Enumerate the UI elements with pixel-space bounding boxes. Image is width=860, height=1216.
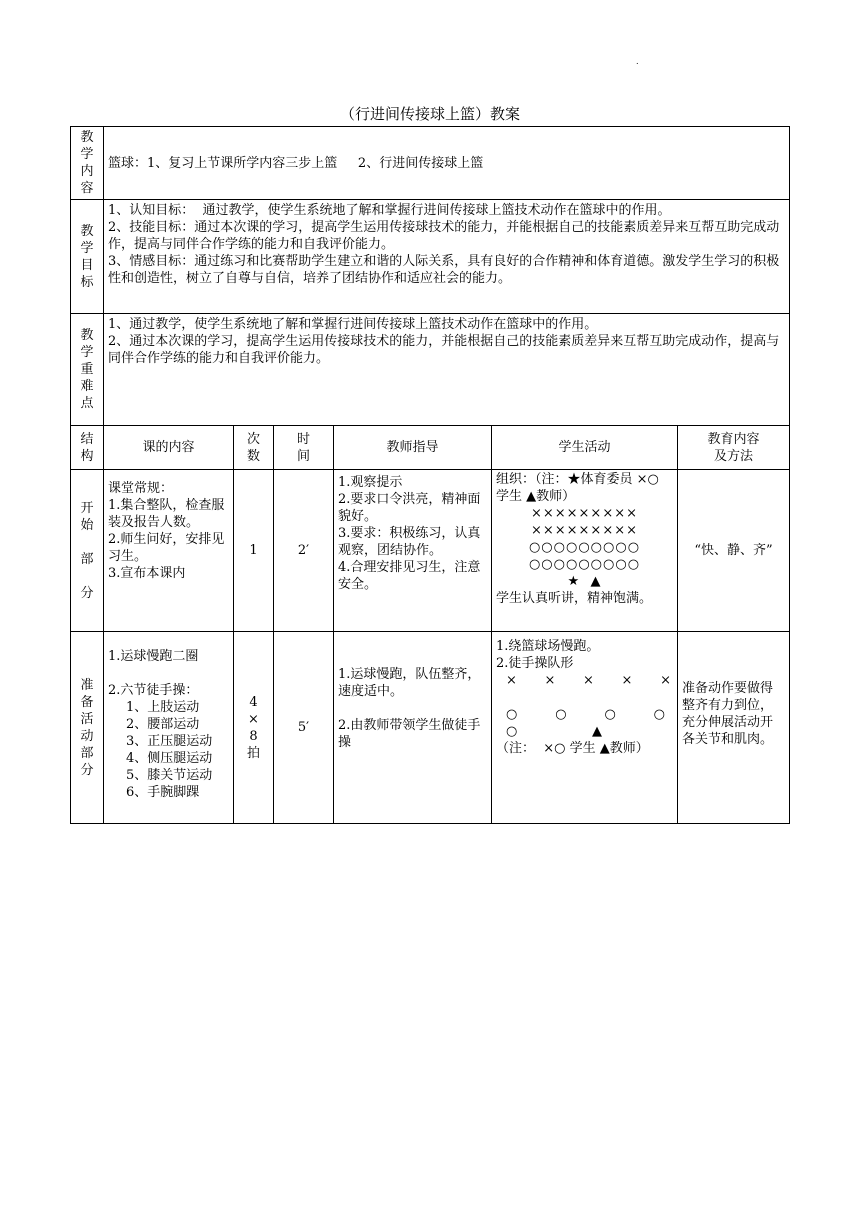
- warmup-method: 准备动作要做得整齐有力到位，充分伸展活动开各关节和肌肉。: [678, 632, 790, 824]
- header-student: 学生活动: [492, 426, 678, 470]
- row-start-section: [71, 470, 790, 632]
- label-key-points: 教 学 重 难 点: [71, 314, 104, 426]
- warmup-teacher-guidance: 1.运球慢跑，队伍整齐，速度适中。 2.由教师带领学生做徒手操: [334, 632, 492, 824]
- start-student-activity: 组织：（注：★体育委员 ×○ 学生 ▲教师） ××××××××× ××××××××× ○○○○○○○○○ ○○○○○○○○○ ★ ▲ 学生认真听讲，精神饱满。: [492, 470, 678, 632]
- table-header-row: [71, 426, 790, 470]
- label-warmup-section: 准 备 活 动 部 分: [71, 632, 104, 824]
- warmup-content: 1.运球慢跑二圈 2.六节徒手操： 1、上肢运动 2、腰部运动 3、正压腿运动 4、侧压腿运动 5、膝关节运动 6、手腕脚踝: [104, 632, 234, 824]
- key-points-text: [104, 314, 790, 426]
- teacher-marker: ▲: [592, 724, 602, 739]
- start-method: “快、静、齐”: [678, 470, 790, 632]
- corner-mark: .: [636, 57, 639, 66]
- warmup-duration: 5′: [274, 632, 334, 824]
- start-times: 1: [234, 470, 274, 632]
- label-start-section: 开 始 部 分: [71, 470, 104, 632]
- row-key-points: [71, 314, 790, 426]
- row-teaching-content: [71, 127, 790, 200]
- key-point-2: 2、通过本次课的学习，提高学生运用传接球技术的能力，并能根据自己的技能素质差异来互帮互助完成动作，提高与同伴合作学练的能力和自我评价能力。: [108, 334, 780, 366]
- teaching-goals-text: [104, 200, 790, 314]
- header-duration: 时 间: [274, 426, 334, 470]
- header-teacher: 教师指导: [334, 426, 492, 470]
- label-teaching-goals: 教 学 目 标: [71, 200, 104, 314]
- label-teaching-content: 教 学 内 容: [71, 127, 104, 200]
- start-duration: 2′: [274, 470, 334, 632]
- page-title: （行进间传接球上篮）教案: [339, 105, 520, 123]
- goal-cognitive: 1、认知目标： 通过教学，使学生系统地了解和掌握行进间传接球上篮技术动作在篮球中的作用。: [108, 203, 671, 218]
- warmup-student-activity: 1.绕篮球场慢跑。 2.徒手操队形 × × × × × ○ ○ ○ ○ ○ ▲ （注： ×○ 学生 ▲教师）: [492, 632, 678, 824]
- key-point-1: 1、通过教学，使学生系统地了解和掌握行进间传接球上篮技术动作在篮球中的作用。: [108, 317, 598, 332]
- lesson-plan-table: [70, 126, 790, 824]
- start-content: 课堂常规： 1.集合整队，检查服装及报告人数。 2.师生问好，安排见习生。 3.宣布本课内: [104, 470, 234, 632]
- row-teaching-goals: [71, 200, 790, 314]
- goal-affective: 3、情感目标：通过练习和比赛帮助学生建立和谐的人际关系，具有良好的合作精神和体育道德。激发学生学习的积极性和创造性，树立了自尊与自信，培养了团结协作和适应社会的能力。: [108, 254, 780, 286]
- goal-skill: 2、技能目标：通过本次课的学习，提高学生运用传接球技术的能力，并能根据自己的技能素质差异来互帮互助完成动作，提高与同伴合作学练的能力和自我评价能力。: [108, 220, 780, 252]
- teaching-content-text: 篮球：1、复习上节课所学内容三步上篮 2、行进间传接球上篮: [104, 127, 790, 200]
- header-method: 教育内容 及方法: [678, 426, 790, 470]
- start-teacher-guidance: 1.观察提示 2.要求口令洪亮，精神面貌好。 3.要求：积极练习，认真观察，团结协作。 4.合理安排见习生，注意安全。: [334, 470, 492, 632]
- warmup-formation: × × × × × ○ ○ ○ ○ ○ ▲: [506, 673, 671, 739]
- header-times: 次 数: [234, 426, 274, 470]
- row-warmup-section: [71, 632, 790, 824]
- warmup-times: 4 × 8 拍: [234, 632, 274, 824]
- header-content: 课的内容: [104, 426, 234, 470]
- formation-legend: 组织：（注：★体育委员 ×○ 学生 ▲教师）: [496, 472, 659, 504]
- header-structure: 结 构: [71, 426, 104, 470]
- start-formation: ××××××××× ××××××××× ○○○○○○○○○ ○○○○○○○○○ ★ ▲: [528, 506, 641, 589]
